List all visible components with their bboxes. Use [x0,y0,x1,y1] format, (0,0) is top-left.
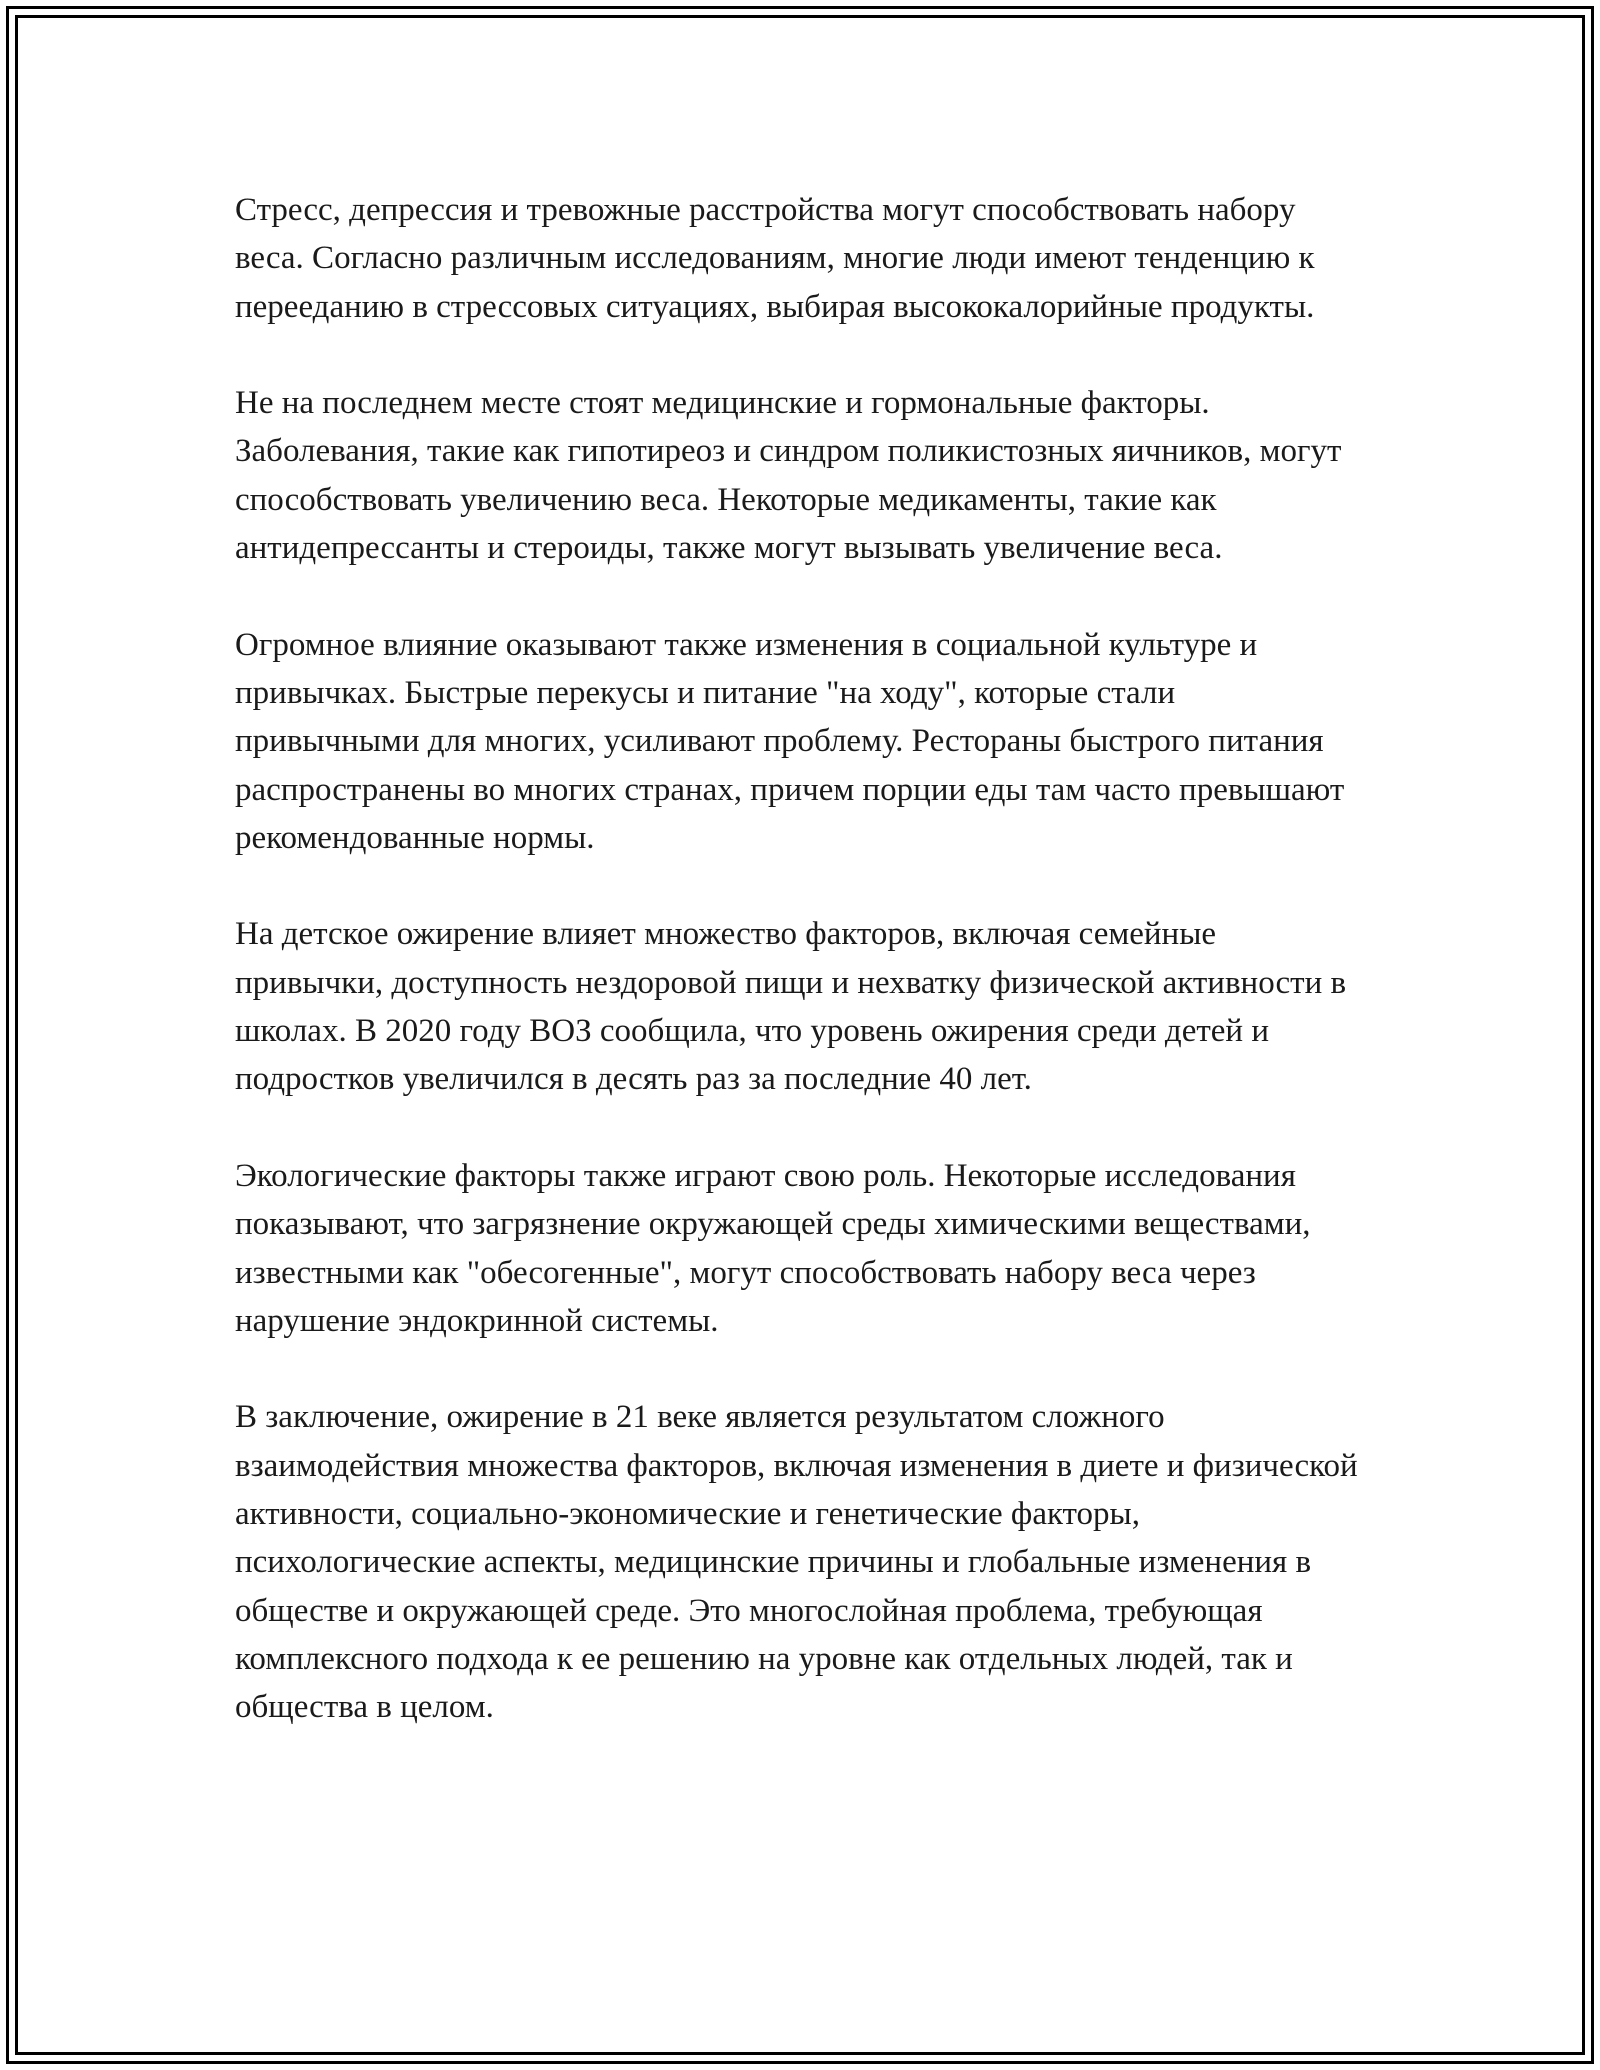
document-body [235,186,1365,1732]
paragraph-conclusion: В заключение, ожирение в 21 веке является результатом сложного взаимодействия множества факторов, включая изменения в диете и физической активности, социально-экономические и генетические факторы, психологические аспекты, медицинские причины и глобальные изменения в обществе и окружающей среде. Это многослойная проблема, требующая комплексного подхода к ее решению на уровне как отдельных людей, так и общества в целом. [235,1399,1358,1726]
paragraph-childhood-obesity: На детское ожирение влияет множество факторов, включая семейные привычки, доступность нездоровой пищи и нехватку физической активности в школах. В 2020 году ВОЗ сообщила, что уровень ожирения среди детей и подростков увеличился в десять раз за последние 40 лет. [235,916,1347,1098]
paragraph-medical-factors: Не на последнем месте стоят медицинские и гормональные факторы. Заболевания, такие как гипотиреоз и синдром поликистозных яичников, могут способствовать увеличению веса. Некоторые медикаменты, такие как антидепрессанты и стероиды, также могут вызывать увеличение веса. [235,385,1342,567]
paragraph-social-culture: Огромное влияние оказывают также изменения в социальной культуре и привычках. Быстрые перекусы и питание "на ходу", которые стали привычными для многих, усиливают проблему. Рестораны быстрого питания распространены во многих странах, причем порции еды там часто превышают рекомендованные нормы. [235,626,1345,856]
paragraph-environmental-factors: Экологические факторы также играют свою роль. Некоторые исследования показывают, что загрязнение окружающей среды химическими веществами, известными как "обесогенные", могут способствовать набору веса через нарушение эндокринной системы. [235,1157,1311,1339]
paragraph-stress: Стресс, депрессия и тревожные расстройства могут способствовать набору веса. Согласно различным исследованиям, многие люди имеют тенденцию к перееданию в стрессовых ситуациях, выбирая высококалорийные продукты. [235,192,1315,325]
